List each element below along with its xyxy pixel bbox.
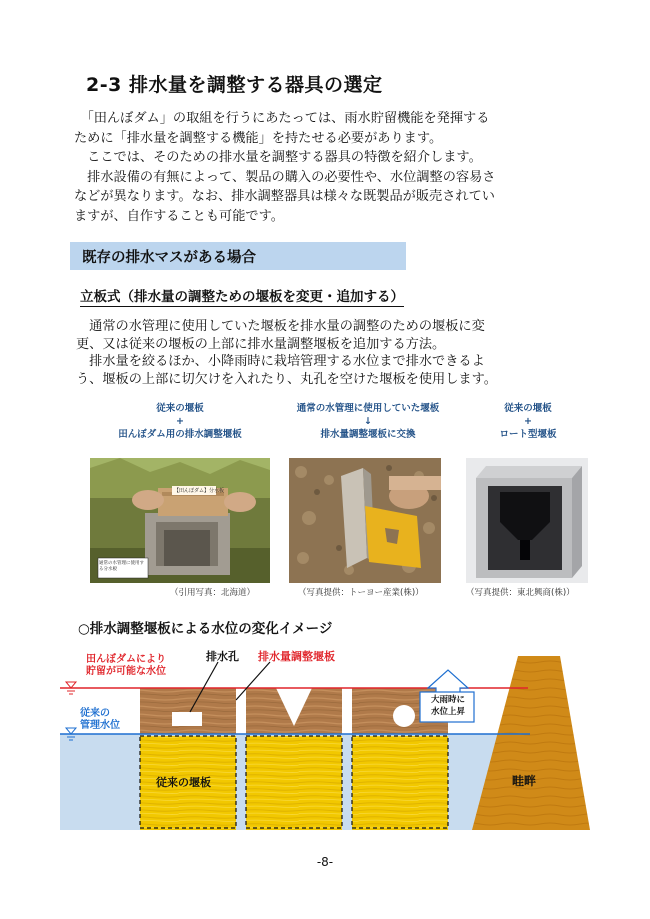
- intro-paragraph: [74, 109, 574, 226]
- photo-funnel-board-tohoku: [466, 458, 588, 583]
- method-description: [76, 318, 576, 388]
- water-level-diagram: [60, 640, 590, 834]
- photo-3-image: [466, 458, 588, 583]
- photo-weir-board-toyo: [289, 458, 441, 583]
- photo-1-credit: （引用写真：北海道）: [170, 588, 256, 598]
- intro-line: 排水設備の有無によって、製品の購入の必要性や、水位調整の容易さ: [74, 169, 496, 185]
- intro-line: ために「排水量を調整する機能」を持たせる必要があります。: [74, 130, 443, 146]
- method-line: 排水量を絞るほか、小降雨時に栽培管理する水位まで排水できるよ: [76, 354, 485, 369]
- levee-label: 畦畔: [512, 774, 537, 788]
- intro-line: ここでは、そのための排水量を調整する器具の特徴を紹介します。: [74, 150, 482, 165]
- label-line: 大雨時に: [430, 695, 465, 705]
- label-line: 貯留が可能な水位: [86, 666, 166, 677]
- subhead-text: 既存の排水マスがある場合: [82, 250, 256, 266]
- caption-line: 従来の堰板: [156, 403, 204, 414]
- heavy-rain-label: [422, 694, 474, 718]
- caption-line: ↓: [364, 416, 372, 427]
- photo-caption-2: [278, 402, 458, 441]
- subhead-banner: [70, 242, 406, 270]
- method-line: 通常の水管理に使用していた堰板を排水量の調整のための堰板に変: [76, 319, 485, 334]
- label-line: 管理水位: [80, 720, 120, 731]
- caption-line: +: [176, 416, 184, 427]
- board-with-hole: [140, 688, 236, 734]
- intro-line: ますが、自作することも可能です。: [74, 208, 284, 224]
- photo-weir-board-hokkaido: [90, 458, 270, 583]
- caption-line: +: [524, 416, 532, 427]
- caption-line: 排水量調整堰板に交換: [320, 429, 416, 440]
- method-line: 更、又は従来の堰板の上部に排水量調整堰板を追加する方法。: [76, 336, 446, 352]
- photo-1-label-bottom: 通常の水管理に使用する分水板: [99, 561, 144, 572]
- drain-hole-rectangle: [172, 712, 202, 726]
- photo-caption-3: [478, 402, 578, 441]
- caption-line: ロート型堰板: [499, 429, 557, 440]
- page-number: -8-: [316, 855, 334, 869]
- photo-1-label-top: 【田んぼダム】分水板: [174, 488, 225, 494]
- adjust-board-label: 排水量調整堰板: [258, 650, 335, 663]
- dam-level-marker-icon: [66, 682, 76, 688]
- caption-line: 田んぼダム用の排水調整堰板: [118, 429, 242, 440]
- diagram-title: ○排水調整堰板による水位の変化イメージ: [78, 621, 333, 637]
- normal-level-marker-icon: [66, 728, 76, 734]
- round-hole: [393, 705, 415, 727]
- dam-level-label: [86, 654, 166, 678]
- label-line: 田んぼダムにより: [86, 654, 166, 665]
- intro-line: などが異なります。なお、排水調整器具は様々な既製品が販売されてい: [74, 189, 495, 204]
- label-line: 従来の: [80, 708, 110, 719]
- normal-level-label: [80, 708, 120, 732]
- old-board-label: 従来の堰板: [156, 776, 211, 789]
- photo-3-credit: （写真提供：東北興商(株)）: [466, 588, 575, 598]
- photo-caption-1: [100, 402, 260, 441]
- photo-2-image: [289, 458, 441, 583]
- method-title: 立板式（排水量の調整ための堰板を変更・追加する）: [80, 285, 404, 307]
- label-line: 水位上昇: [430, 707, 465, 717]
- drain-hole-label: 排水孔: [206, 650, 239, 663]
- method-line: う、堰板の上部に切欠けを入れたり、丸孔を空けた堰板を使用します。: [76, 371, 497, 387]
- section-title: 2-3 排水量を調整する器具の選定: [86, 74, 383, 96]
- photo-2-credit: （写真提供：トーヨー産業(株)）: [298, 588, 424, 598]
- intro-line: 「田んぼダム」の取組を行うにあたっては、雨水貯留機能を発揮する: [74, 111, 490, 126]
- board-with-v-notch: [246, 688, 342, 734]
- caption-line: 従来の堰板: [504, 403, 552, 414]
- caption-line: 通常の水管理に使用していた堰板: [296, 403, 440, 414]
